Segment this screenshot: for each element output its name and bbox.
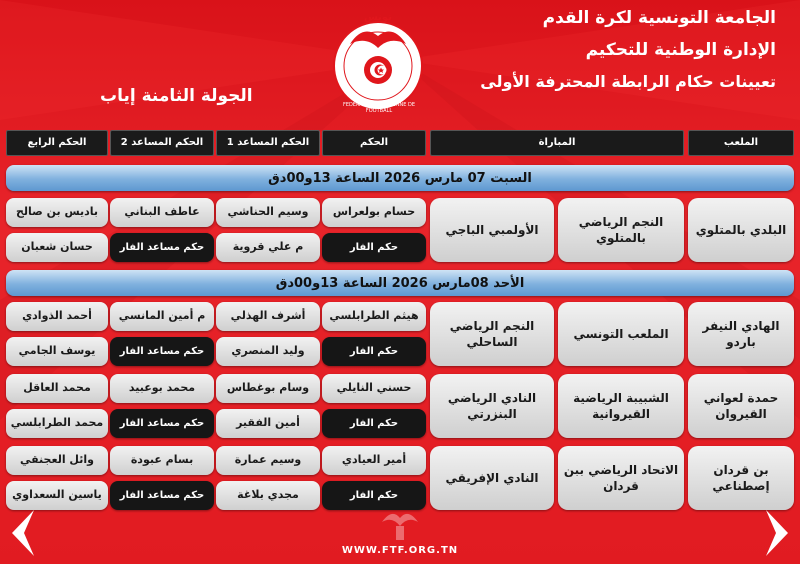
avar-label-cell: حكم مساعد الفار [110,233,214,262]
var-label-cell: حكم الفار [322,409,426,438]
fourth-cell: باديس بن صالح [6,198,108,227]
away-team-cell: النجم الرياضي الساحلي [430,302,554,366]
var-cell: أمين الفقير [216,409,320,438]
avar-cell: محمد الطرابلسي [6,409,108,438]
fourth-cell: وائل العجنقي [6,446,108,475]
referee-cell: حسني النايلي [322,374,426,403]
var-cell: م علي قروية [216,233,320,262]
home-team-cell: الشبيبة الرياضية القيروانية [558,374,684,438]
round-label: الجولة الثامنة إياب [100,86,253,106]
avar-label-cell: حكم مساعد الفار [110,337,214,366]
fourth-cell: أحمد الذوادي [6,302,108,331]
avar-cell: يوسف الجامي [6,337,108,366]
assistant2-cell: محمد بوعبيد [110,374,214,403]
day-band-saturday: السبت 07 مارس 2026 الساعة 13و00دق [6,165,794,191]
avar-label-cell: حكم مساعد الفار [110,409,214,438]
var-label-cell: حكم الفار [322,337,426,366]
stadium-cell: البلدي بالمتلوي [688,198,794,262]
assignments-title: تعيينات حكام الرابطة المحترفة الأولى [480,72,776,91]
fourth-cell: محمد العاقل [6,374,108,403]
var-cell: مجدي بلاغة [216,481,320,510]
away-team-cell: الأولمبي الباجي [430,198,554,262]
logo-ring-text: FEDERATION TUNISIENNE DE FOOTBALL [342,102,416,114]
directorate-title: الإدارة الوطنية للتحكيم [585,40,776,60]
header-assistant-2: الحكم المساعد 2 [110,130,214,156]
avar-label-cell: حكم مساعد الفار [110,481,214,510]
website-url: WWW.FTF.ORG.TN [341,545,459,556]
header-match: المباراة [430,130,684,156]
stadium-cell: بن قردان إصطناعي [688,446,794,510]
assistant1-cell: أشرف الهذلي [216,302,320,331]
home-team-cell: النجم الرياضي بالمتلوي [558,198,684,262]
assistant1-cell: وسيم عمارة [216,446,320,475]
var-label-cell: حكم الفار [322,481,426,510]
header-stadium: الملعب [688,130,794,156]
federation-logo [328,14,428,114]
header-assistant-1: الحكم المساعد 1 [216,130,320,156]
away-team-cell: النادي الإفريقي [430,446,554,510]
federation-title: الجامعة التونسية لكرة القدم [542,8,776,28]
day-band-sunday: الأحد 08مارس 2026 الساعة 13و00دق [6,270,794,296]
eagle-watermark-icon [380,508,420,542]
assistant2-cell: بسام عبودة [110,446,214,475]
header-fourth: الحكم الرابع [6,130,108,156]
assistant1-cell: وسام بوغطاس [216,374,320,403]
referee-cell: هيثم الطرابلسي [322,302,426,331]
assistant2-cell: عاطف البناني [110,198,214,227]
away-team-cell: النادي الرياضي البنزرتي [430,374,554,438]
avar-cell: ياسين السعداوي [6,481,108,510]
home-team-cell: الملعب التونسي [558,302,684,366]
assistant1-cell: وسيم الحناشي [216,198,320,227]
assistant2-cell: م أمين المانسي [110,302,214,331]
avar-cell: حسان شعبان [6,233,108,262]
var-cell: وليد المنصري [216,337,320,366]
var-label-cell: حكم الفار [322,233,426,262]
stadium-cell: الهادي النيفر باردو [688,302,794,366]
header-referee: الحكم [322,130,426,156]
stadium-cell: حمدة لعواني القيروان [688,374,794,438]
referee-cell: أمير العيادي [322,446,426,475]
referee-cell: حسام بولعراس [322,198,426,227]
home-team-cell: الاتحاد الرياضي ببن قردان [558,446,684,510]
logo-top-text: تونس [364,12,392,23]
